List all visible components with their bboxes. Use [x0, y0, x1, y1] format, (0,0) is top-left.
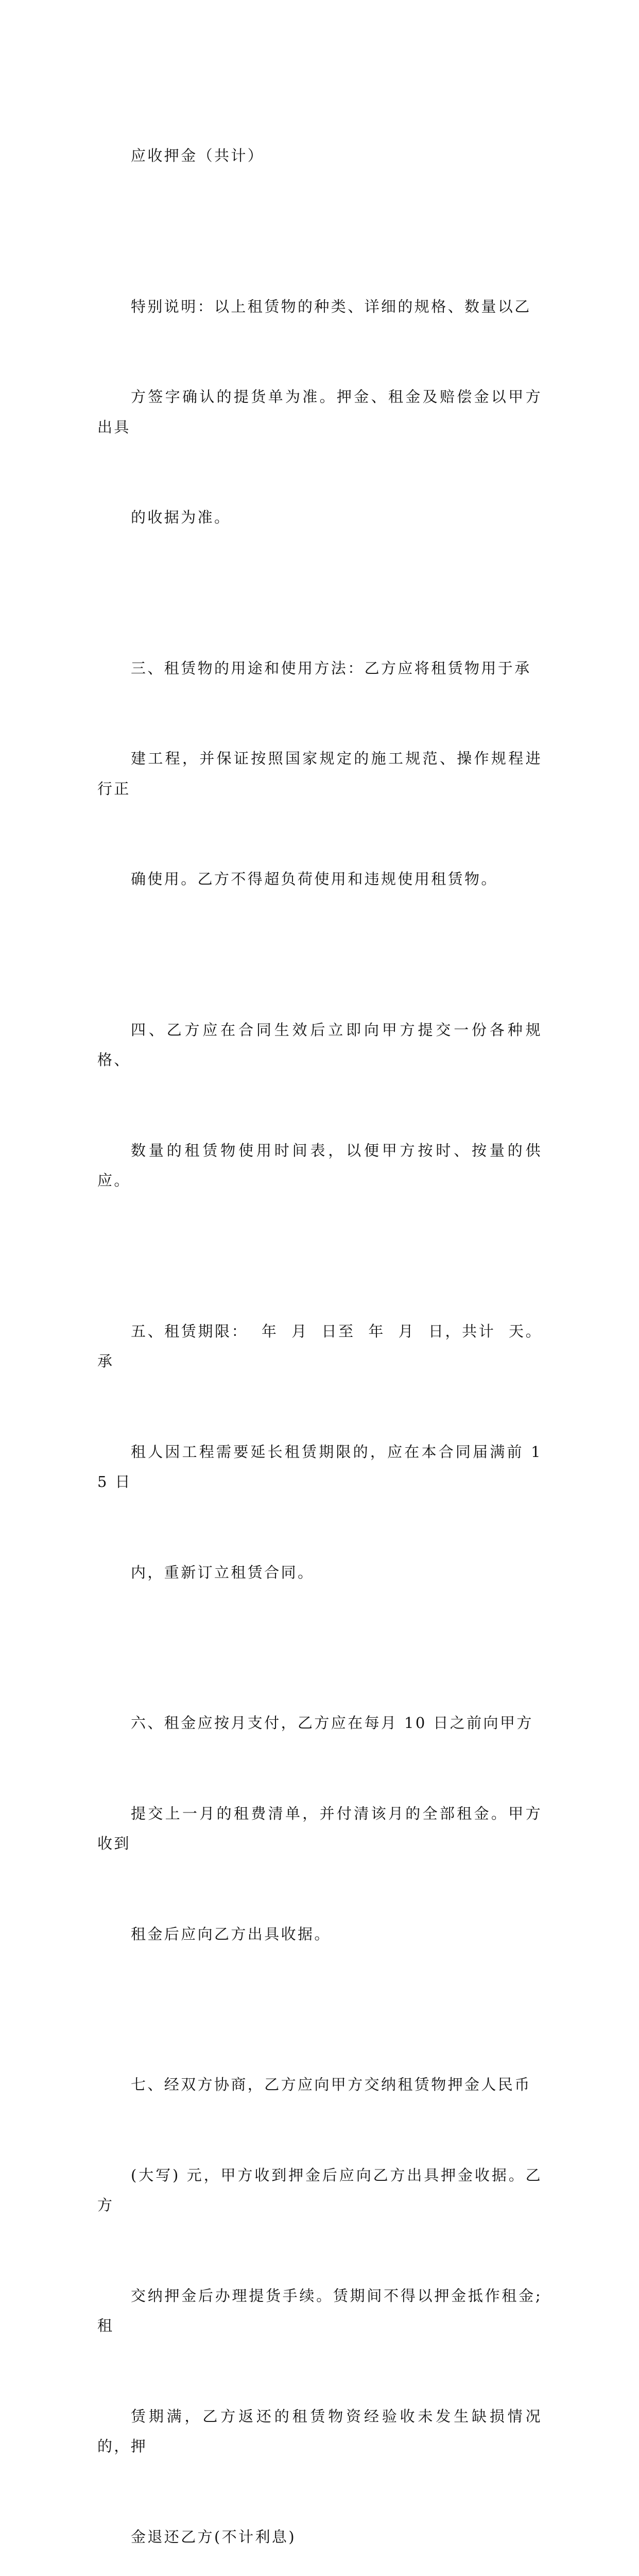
text-line: 六、租金应按月支付，乙方应在每月 10 日之前向甲方 — [131, 1714, 533, 1732]
text-line: 租金后应向乙方出具收据。 — [131, 1925, 331, 1943]
text-line: 内，重新订立租赁合同。 — [131, 1563, 315, 1581]
text-line: 租人因工程需要延长租赁期限的，应在本合同届满前 15 日 — [97, 1443, 542, 1490]
text-line: 的收据为准。 — [131, 509, 231, 526]
paragraph-deposit-total — [97, 80, 542, 231]
text-line: 交纳押金后办理提货手续。赁期间不得以押金抵作租金;租 — [97, 2286, 542, 2334]
paragraph-clause-7 — [97, 2009, 542, 2576]
text-line: 金退还乙方(不计利息) — [131, 2528, 297, 2546]
text-line: 七、经双方协商，乙方应向甲方交纳租赁物押金人民币 — [131, 2076, 531, 2093]
text-line: 应收押金（共计） — [131, 147, 265, 164]
text-line: (大写) 元，甲方收到押金后应向乙方出具押金收据。乙方 — [97, 2166, 542, 2214]
paragraph-clause-4 — [97, 955, 542, 1256]
text-line: 五、租赁期限： 年 月 日至 年 月 日，共计 天。承 — [97, 1322, 542, 1370]
paragraph-clause-3 — [97, 593, 542, 955]
paragraph-special-note — [97, 231, 542, 593]
text-line: 方签字确认的提货单为准。押金、租金及赔偿金以甲方出具 — [97, 388, 542, 436]
paragraph-clause-6 — [97, 1648, 542, 2009]
paragraph-clause-5 — [97, 1256, 542, 1648]
text-line: 赁期满，乙方返还的租赁物资经验收未发生缺损情况的，押 — [97, 2407, 542, 2455]
text-line: 特别说明：以上租赁物的种类、详细的规格、数量以乙 — [131, 297, 531, 315]
text-line: 提交上一月的租费清单，并付清该月的全部租金。甲方收到 — [97, 1804, 542, 1852]
text-line: 三、租赁物的用途和使用方法：乙方应将租赁物用于承 — [131, 659, 531, 677]
document-body — [97, 80, 542, 2576]
text-line: 数量的租赁物使用时间表，以便甲方按时、按量的供应。 — [97, 1141, 542, 1189]
text-line: 四、乙方应在合同生效后立即向甲方提交一份各种规格、 — [97, 1021, 542, 1069]
text-line: 建工程，并保证按照国家规定的施工规范、操作规程进行正 — [97, 750, 542, 798]
text-line: 确使用。乙方不得超负荷使用和违规使用租赁物。 — [131, 870, 498, 888]
